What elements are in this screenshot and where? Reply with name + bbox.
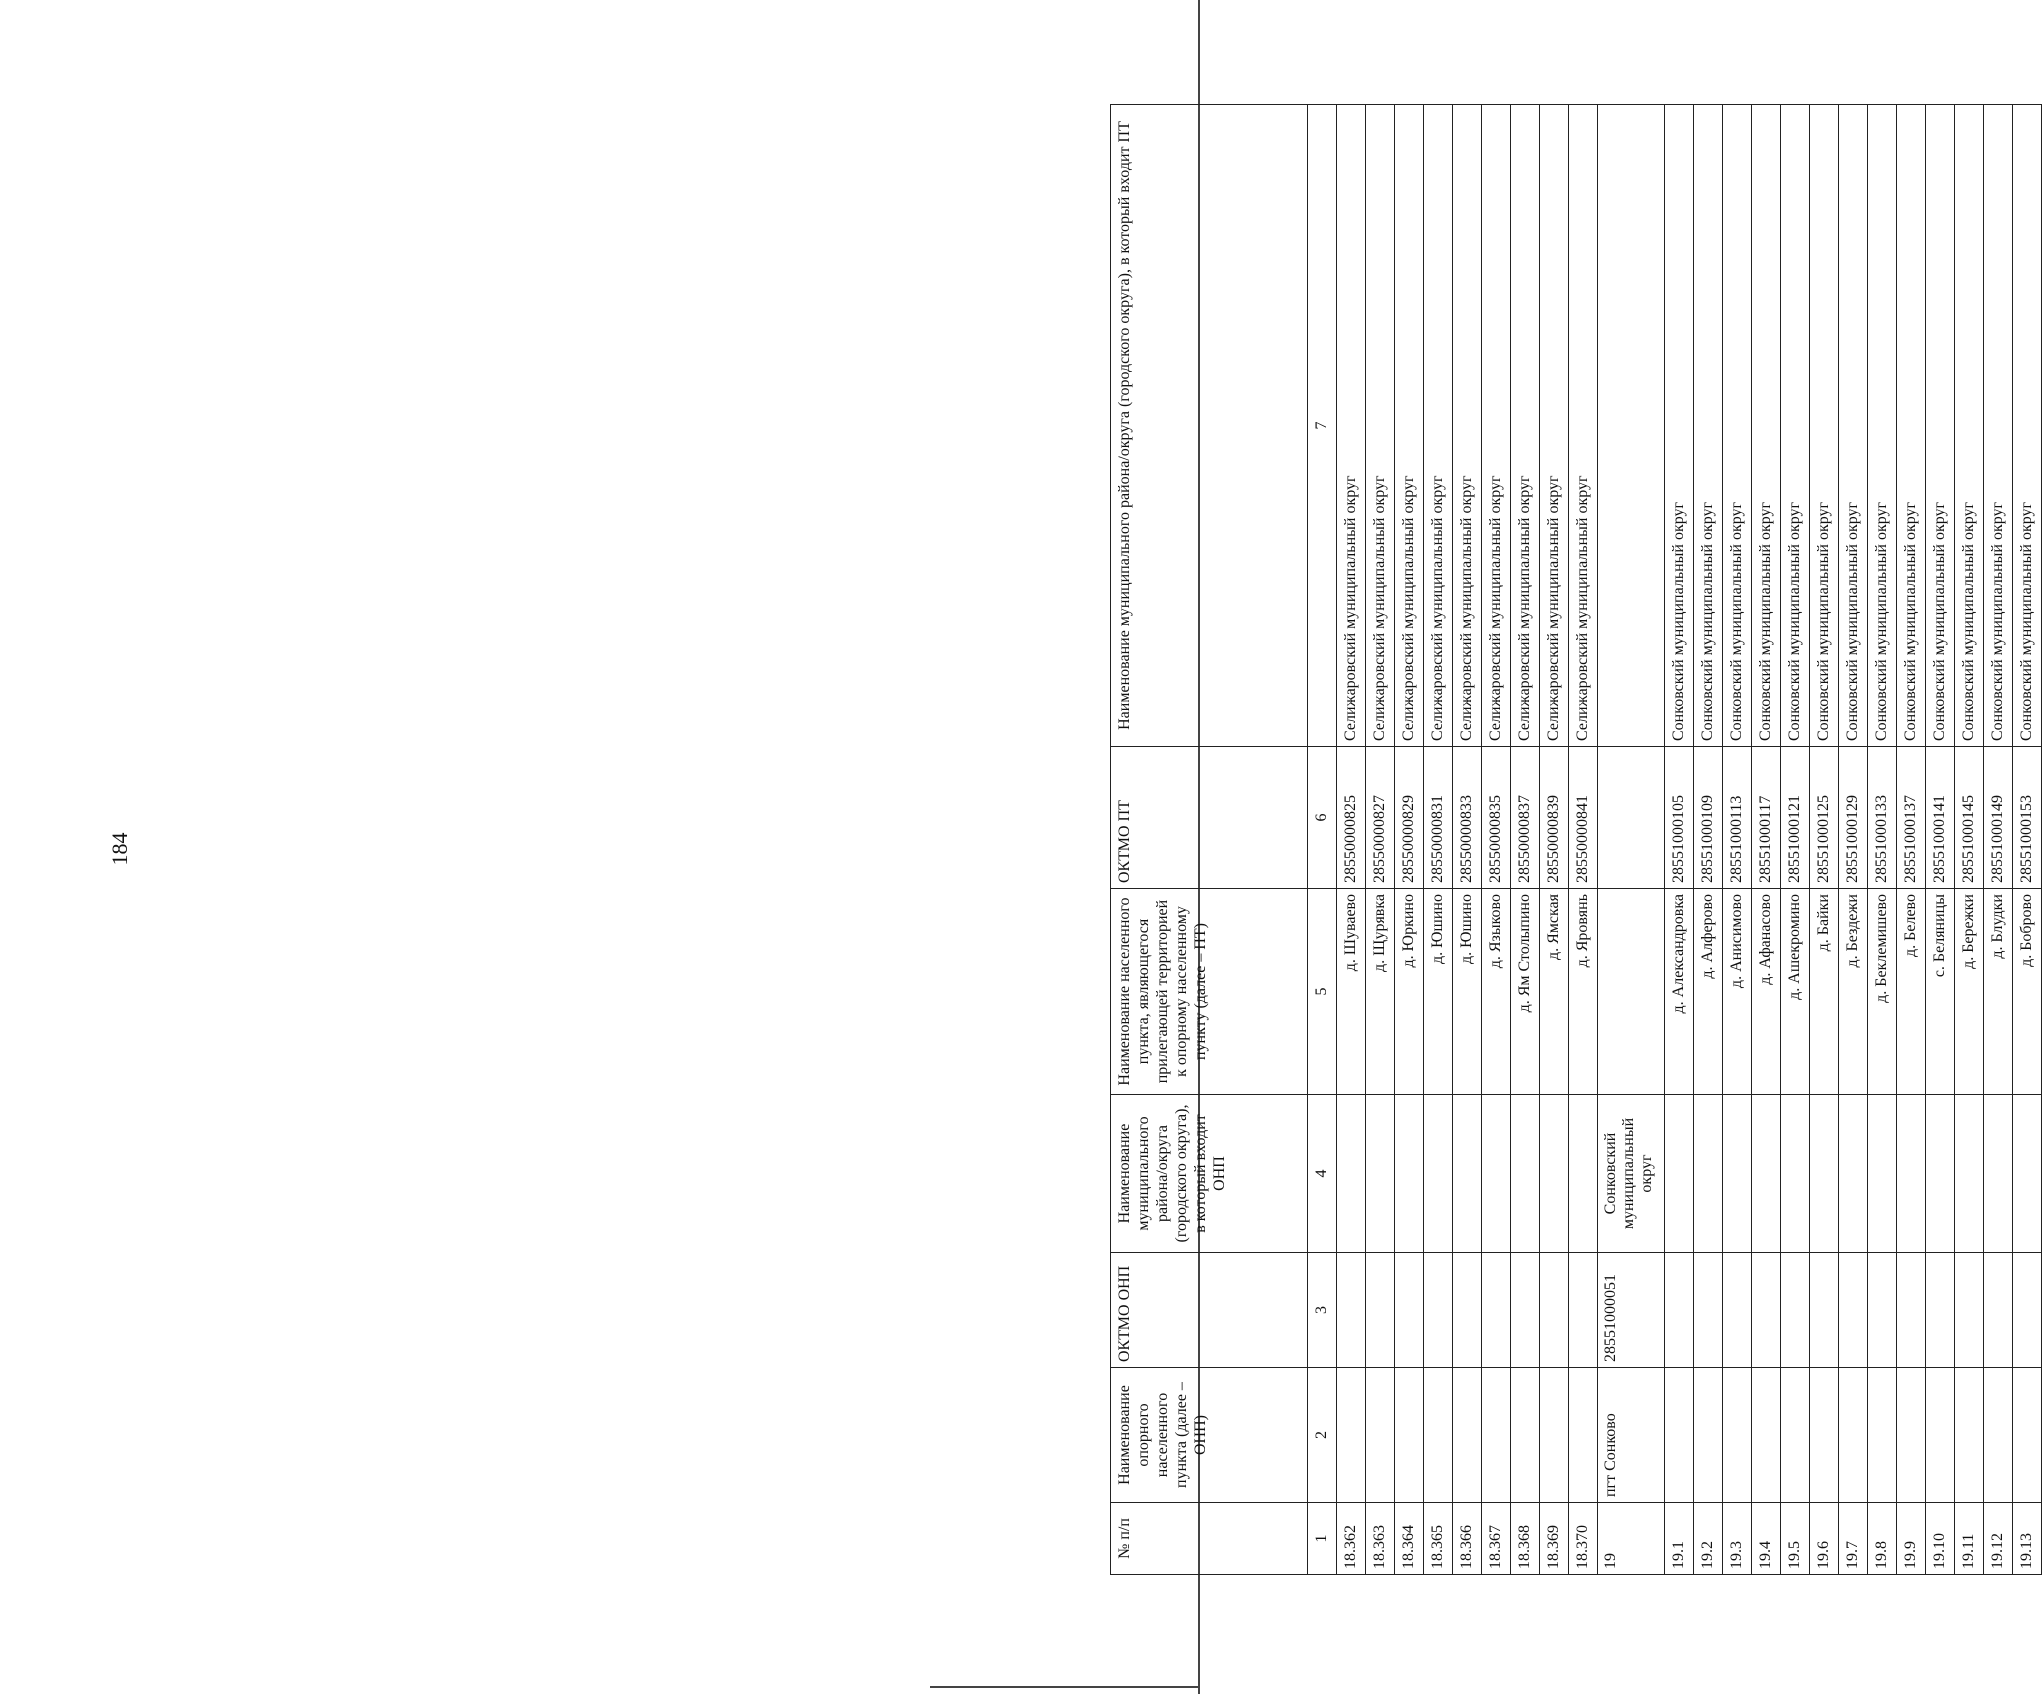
table-cell: Сонковский муниципальный округ <box>1752 105 1781 747</box>
table-row <box>1665 105 1694 1575</box>
table-cell: с. Беляницы <box>1926 889 1955 1095</box>
table-cell: 19.12 <box>1984 1503 2013 1575</box>
table-cell: 28551000153 <box>2013 747 2042 889</box>
table-cell <box>1482 1368 1511 1503</box>
table-cell <box>1723 1253 1752 1368</box>
table-row <box>1926 105 1955 1575</box>
table-cell <box>1752 1095 1781 1253</box>
table-cell: 28550000839 <box>1540 747 1569 889</box>
table-cell: Сонковский муниципальный округ <box>1723 105 1752 747</box>
table-cell: Сонковский муниципальный округ <box>1926 105 1955 747</box>
table-cell: Сонковский муниципальный округ <box>1694 105 1723 747</box>
table-cell <box>1337 1253 1366 1368</box>
column-number: 7 <box>1308 105 1337 747</box>
table-cell: 28551000121 <box>1781 747 1810 889</box>
table-row <box>1955 105 1984 1575</box>
table-cell <box>1752 1253 1781 1368</box>
table-cell: д. Юшино <box>1453 889 1482 1095</box>
table-cell: 19.5 <box>1781 1503 1810 1575</box>
scan-edge-line <box>930 1686 1200 1688</box>
table-cell: 28551000133 <box>1868 747 1897 889</box>
table-cell <box>1694 1253 1723 1368</box>
table-row <box>1424 105 1453 1575</box>
table-cell <box>1723 1095 1752 1253</box>
table-row <box>1723 105 1752 1575</box>
table-row <box>1366 105 1395 1575</box>
table-cell <box>1694 1095 1723 1253</box>
table-cell <box>1395 1095 1424 1253</box>
table-cell: 19.11 <box>1955 1503 1984 1575</box>
table-cell <box>2013 1095 2042 1253</box>
table-cell <box>1569 1368 1598 1503</box>
header-cell: ОКТМО ОНП <box>1111 1253 1308 1368</box>
table-cell <box>1395 1253 1424 1368</box>
table-cell <box>1955 1368 1984 1503</box>
table-cell: 28550000825 <box>1337 747 1366 889</box>
table-cell: 18.364 <box>1395 1503 1424 1575</box>
table-cell: 28550000841 <box>1569 747 1598 889</box>
table-cell <box>1366 1253 1395 1368</box>
header-cell: Наименование опорного населенного пункта (далее – ОНП) <box>1111 1368 1308 1503</box>
table-cell <box>1337 1368 1366 1503</box>
table-cell: 28551000149 <box>1984 747 2013 889</box>
table-row <box>1752 105 1781 1575</box>
column-number: 4 <box>1308 1095 1337 1253</box>
table-cell <box>1395 1368 1424 1503</box>
table-row <box>1569 105 1598 1575</box>
table-cell: д. Александровка <box>1665 889 1694 1095</box>
table-cell: Селижаровский муниципальный округ <box>1482 105 1511 747</box>
table-row <box>1453 105 1482 1575</box>
table-cell: 28551000141 <box>1926 747 1955 889</box>
table-cell: Селижаровский муниципальный округ <box>1511 105 1540 747</box>
table-cell: 28551000129 <box>1839 747 1868 889</box>
table-cell: д. Блудки <box>1984 889 2013 1095</box>
table-row <box>1781 105 1810 1575</box>
table-cell <box>1424 1253 1453 1368</box>
table-cell: д. Юшино <box>1424 889 1453 1095</box>
table-row <box>1511 105 1540 1575</box>
table-cell: Сонковский муниципальный округ <box>1665 105 1694 747</box>
table-cell <box>1984 1095 2013 1253</box>
table-cell <box>1424 1368 1453 1503</box>
table-cell: д. Беклемишево <box>1868 889 1897 1095</box>
table-cell <box>1868 1253 1897 1368</box>
table-header-row <box>1111 105 1308 1575</box>
table-cell: пгт Сонково <box>1598 1368 1665 1503</box>
page-number: 184 <box>107 832 132 866</box>
table-cell: 19 <box>1598 1503 1665 1575</box>
table-cell <box>1810 1368 1839 1503</box>
table-cell: д. Щурявка <box>1366 889 1395 1095</box>
table-cell <box>1665 1095 1694 1253</box>
table-cell: 28550000829 <box>1395 747 1424 889</box>
table-cell: д. Ямская <box>1540 889 1569 1095</box>
table-cell <box>1926 1095 1955 1253</box>
table-cell: Сонковский муниципальный округ <box>1897 105 1926 747</box>
table-cell: Сонковский муниципальный округ <box>1810 105 1839 747</box>
column-number: 3 <box>1308 1253 1337 1368</box>
header-cell: Наименование муниципального района/округа (городского округа), в который входит ПТ <box>1111 105 1308 747</box>
table-cell <box>1984 1253 2013 1368</box>
table-cell <box>1897 1095 1926 1253</box>
table-cell: 28551000117 <box>1752 747 1781 889</box>
table-cell <box>1897 1368 1926 1503</box>
table-cell <box>1752 1368 1781 1503</box>
table-cell: Сонковский муниципальный округ <box>1984 105 2013 747</box>
table-row <box>1395 105 1424 1575</box>
table-cell: Селижаровский муниципальный округ <box>1424 105 1453 747</box>
table-cell: Селижаровский муниципальный округ <box>1366 105 1395 747</box>
column-number-row <box>1308 105 1337 1575</box>
table-cell <box>1482 1253 1511 1368</box>
table-cell <box>1569 1253 1598 1368</box>
table-cell <box>1598 105 1665 747</box>
table-cell <box>1540 1095 1569 1253</box>
table-cell: 19.9 <box>1897 1503 1926 1575</box>
table-cell: Селижаровский муниципальный округ <box>1569 105 1598 747</box>
table-cell: Селижаровский муниципальный округ <box>1540 105 1569 747</box>
table-row <box>1810 105 1839 1575</box>
table-cell <box>1424 1095 1453 1253</box>
table-cell: 19.2 <box>1694 1503 1723 1575</box>
table-cell <box>1453 1253 1482 1368</box>
header-cell: № п/п <box>1111 1503 1308 1575</box>
header-cell: Наименование населенного пункта, являющегося прилегающей территорией к опорному населенному пункту (далее – ПТ) <box>1111 889 1308 1095</box>
table-cell <box>1781 1095 1810 1253</box>
table-cell: Сонковский муниципальный округ <box>1955 105 1984 747</box>
table-cell: Селижаровский муниципальный округ <box>1453 105 1482 747</box>
table-cell: Сонковский муниципальный округ <box>1839 105 1868 747</box>
header-cell: Наименование муниципального района/округа (городского округа), в который входит ОНП <box>1111 1095 1308 1253</box>
column-number: 5 <box>1308 889 1337 1095</box>
table-cell <box>1540 1368 1569 1503</box>
table-cell: 19.6 <box>1810 1503 1839 1575</box>
rotated-table-container <box>1110 105 2042 1575</box>
table-cell <box>1569 1095 1598 1253</box>
table-cell: 18.366 <box>1453 1503 1482 1575</box>
table-cell <box>1839 1095 1868 1253</box>
table-row <box>2013 105 2042 1575</box>
table-cell: д. Боброво <box>2013 889 2042 1095</box>
table-cell: д. Байки <box>1810 889 1839 1095</box>
table-cell: 18.368 <box>1511 1503 1540 1575</box>
table-row <box>1540 105 1569 1575</box>
table-cell <box>1955 1253 1984 1368</box>
table-cell <box>2013 1368 2042 1503</box>
table-cell: 28550000831 <box>1424 747 1453 889</box>
table-cell: 28550000827 <box>1366 747 1395 889</box>
table-cell <box>1868 1095 1897 1253</box>
column-number: 1 <box>1308 1503 1337 1575</box>
table-cell: 28551000113 <box>1723 747 1752 889</box>
table-cell: д. Белево <box>1897 889 1926 1095</box>
table-cell: 19.3 <box>1723 1503 1752 1575</box>
table-cell <box>1723 1368 1752 1503</box>
table-cell <box>1897 1253 1926 1368</box>
table-cell: д. Бережки <box>1955 889 1984 1095</box>
table-cell: 18.365 <box>1424 1503 1453 1575</box>
table-cell <box>1366 1368 1395 1503</box>
table-cell: 28550000835 <box>1482 747 1511 889</box>
table-cell: 28550000837 <box>1511 747 1540 889</box>
table-cell: д. Афанасово <box>1752 889 1781 1095</box>
table-row <box>1868 105 1897 1575</box>
table-cell: Сонковский муниципальный округ <box>1781 105 1810 747</box>
table-cell <box>1781 1368 1810 1503</box>
table-cell <box>1984 1368 2013 1503</box>
table-cell: Сонковский муниципальный округ <box>1598 1095 1665 1253</box>
table-row <box>1337 105 1366 1575</box>
table-cell: Селижаровский муниципальный округ <box>1337 105 1366 747</box>
header-cell: ОКТМО ПТ <box>1111 747 1308 889</box>
table-cell: д. Анисимово <box>1723 889 1752 1095</box>
table-cell: 18.370 <box>1569 1503 1598 1575</box>
table-cell <box>1839 1253 1868 1368</box>
table-cell: 19.7 <box>1839 1503 1868 1575</box>
table-cell: 28551000109 <box>1694 747 1723 889</box>
table-cell <box>1868 1368 1897 1503</box>
table-cell: д. Шуваево <box>1337 889 1366 1095</box>
table-row <box>1839 105 1868 1575</box>
table-cell <box>1453 1368 1482 1503</box>
table-cell: 28550000833 <box>1453 747 1482 889</box>
settlements-table <box>1110 104 2042 1575</box>
table-cell <box>1511 1368 1540 1503</box>
table-cell: Сонковский муниципальный округ <box>2013 105 2042 747</box>
column-number: 6 <box>1308 747 1337 889</box>
table-cell <box>1926 1253 1955 1368</box>
table-cell: 19.13 <box>2013 1503 2042 1575</box>
table-cell: 18.363 <box>1366 1503 1395 1575</box>
table-cell: д. Бездежи <box>1839 889 1868 1095</box>
column-number: 2 <box>1308 1368 1337 1503</box>
table-cell <box>1665 1253 1694 1368</box>
table-cell <box>1810 1095 1839 1253</box>
table-row <box>1482 105 1511 1575</box>
table-cell <box>1926 1368 1955 1503</box>
table-row-group-header <box>1598 105 1665 1575</box>
table-cell: 19.1 <box>1665 1503 1694 1575</box>
table-cell <box>1955 1095 1984 1253</box>
table-row <box>1984 105 2013 1575</box>
table-cell: 28551000145 <box>1955 747 1984 889</box>
table-cell <box>1665 1368 1694 1503</box>
table-cell: 18.369 <box>1540 1503 1569 1575</box>
table-cell: 18.367 <box>1482 1503 1511 1575</box>
table-cell <box>1540 1253 1569 1368</box>
table-cell: д. Языково <box>1482 889 1511 1095</box>
table-cell: 18.362 <box>1337 1503 1366 1575</box>
table-row <box>1694 105 1723 1575</box>
table-cell: 19.8 <box>1868 1503 1897 1575</box>
table-body <box>1337 105 2042 1575</box>
table-cell: 19.4 <box>1752 1503 1781 1575</box>
table-row <box>1897 105 1926 1575</box>
table-cell: д. Алферово <box>1694 889 1723 1095</box>
table-cell: 28551000137 <box>1897 747 1926 889</box>
table-cell <box>1453 1095 1482 1253</box>
table-cell: 28551000125 <box>1810 747 1839 889</box>
table-cell <box>1839 1368 1868 1503</box>
table-cell <box>1810 1253 1839 1368</box>
table-cell <box>1781 1253 1810 1368</box>
table-cell <box>1337 1095 1366 1253</box>
table-cell <box>1511 1253 1540 1368</box>
table-cell <box>1598 747 1665 889</box>
table-cell: д. Ям Столыпино <box>1511 889 1540 1095</box>
table-cell: 28551000105 <box>1665 747 1694 889</box>
table-cell: Селижаровский муниципальный округ <box>1395 105 1424 747</box>
table-cell <box>1511 1095 1540 1253</box>
table-cell <box>2013 1253 2042 1368</box>
table-cell <box>1598 889 1665 1095</box>
table-cell: 19.10 <box>1926 1503 1955 1575</box>
table-cell <box>1366 1095 1395 1253</box>
table-cell <box>1694 1368 1723 1503</box>
table-cell: Сонковский муниципальный округ <box>1868 105 1897 747</box>
table-cell: д. Яровянь <box>1569 889 1598 1095</box>
table-cell <box>1482 1095 1511 1253</box>
table-cell: д. Юркино <box>1395 889 1424 1095</box>
table-cell: д. Ашекромино <box>1781 889 1810 1095</box>
table-cell: 28551000051 <box>1598 1253 1665 1368</box>
